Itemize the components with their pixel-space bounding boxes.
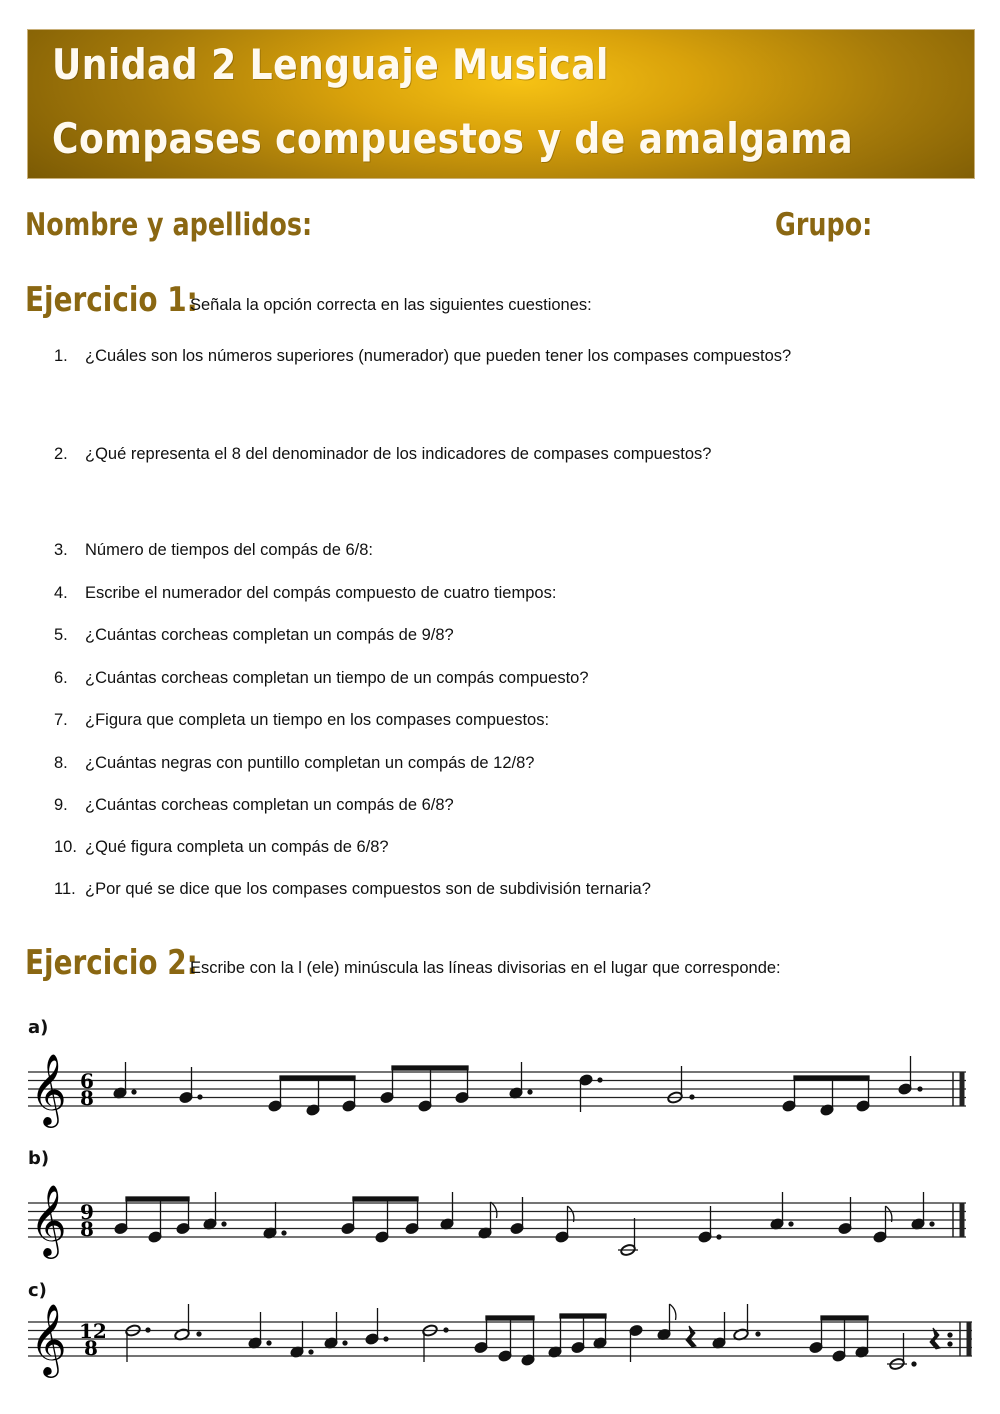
music-staff-c xyxy=(0,1300,1000,1400)
notes xyxy=(125,1304,952,1371)
time-signature-bottom: 8 xyxy=(84,1336,98,1360)
group-label: Grupo: xyxy=(775,207,873,243)
question-number: 2. xyxy=(54,445,68,463)
staff-lines xyxy=(28,1203,966,1237)
time-signature-bottom: 8 xyxy=(80,1217,94,1241)
exercise2-title: Ejercicio 2: xyxy=(25,943,198,983)
question-text: ¿Cuántas corcheas completan un tiempo de un compás compuesto? xyxy=(85,669,589,687)
exercise1-instruction: Señala la opción correcta en las siguientes cuestiones: xyxy=(190,296,592,314)
exercise2-instruction: Escribe con la l (ele) minúscula las líneas divisorias en el lugar que corresponde: xyxy=(190,959,781,977)
question xyxy=(54,796,454,815)
question-number: 10. xyxy=(54,838,77,856)
topic-title: Compases compuestos y de amalgama xyxy=(52,114,854,163)
treble-clef-icon: 𝄞 xyxy=(30,1183,67,1256)
question xyxy=(54,541,373,560)
question xyxy=(54,669,589,688)
name-label: Nombre y apellidos: xyxy=(25,207,313,243)
question-text: ¿Cuántas negras con puntillo completan un compás de 12/8? xyxy=(85,754,535,772)
staff-label-a: a) xyxy=(28,1017,49,1038)
question-number: 3. xyxy=(54,541,68,559)
staff-lines xyxy=(28,1322,972,1356)
staff-label-c: c) xyxy=(28,1280,47,1301)
question xyxy=(54,754,534,773)
question xyxy=(54,838,389,857)
question-text: ¿Qué figura completa un compás de 6/8? xyxy=(85,838,389,856)
question-number: 11. xyxy=(54,880,76,898)
treble-clef-icon: 𝄞 xyxy=(30,1052,67,1125)
question xyxy=(54,584,556,603)
question-number: 5. xyxy=(54,626,68,644)
notes xyxy=(113,1056,922,1116)
question-text: ¿Cuántas corcheas completan un compás de 6/8? xyxy=(85,796,454,814)
title-banner xyxy=(27,29,975,179)
music-staff-b xyxy=(0,1178,1000,1273)
time-signature-top: 9 xyxy=(80,1200,94,1224)
question-text: Escribe el numerador del compás compuesto de cuatro tiempos: xyxy=(85,584,557,602)
question xyxy=(54,880,651,899)
quarter-rest-icon xyxy=(686,1326,696,1347)
question xyxy=(54,711,549,730)
question-number: 9. xyxy=(54,796,68,814)
question xyxy=(54,626,454,645)
question-text: ¿Por qué se dice que los compases compuestos son de subdivisión ternaria? xyxy=(85,880,651,898)
question-number: 4. xyxy=(54,584,68,602)
question-text: ¿Cuántas corcheas completan un compás de 9/8? xyxy=(85,626,454,644)
question-number: 7. xyxy=(54,711,68,729)
time-signature-top: 12 xyxy=(79,1319,107,1343)
question-number: 8. xyxy=(54,754,68,772)
time-signature-bottom: 8 xyxy=(80,1086,94,1110)
question-text: ¿Qué representa el 8 del denominador de los indicadores de compases compuestos? xyxy=(85,445,712,463)
question xyxy=(54,347,791,366)
question-number: 6. xyxy=(54,669,68,687)
question-text: ¿Figura que completa un tiempo en los compases compuestos: xyxy=(85,711,550,729)
exercise1-title: Ejercicio 1: xyxy=(25,280,198,320)
treble-clef-icon: 𝄞 xyxy=(30,1302,67,1375)
time-signature-top: 6 xyxy=(80,1069,94,1093)
notes xyxy=(114,1192,934,1257)
question-text: Número de tiempos del compás de 6/8: xyxy=(85,541,373,559)
unit-title: Unidad 2 Lenguaje Musical xyxy=(52,40,609,89)
question xyxy=(54,445,711,464)
question-number: 1. xyxy=(54,347,68,365)
music-staff-a xyxy=(0,1040,1000,1140)
question-text: ¿Cuáles son los números superiores (numerador) que pueden tener los compases compuestos? xyxy=(85,347,792,365)
staff-label-b: b) xyxy=(28,1148,50,1169)
